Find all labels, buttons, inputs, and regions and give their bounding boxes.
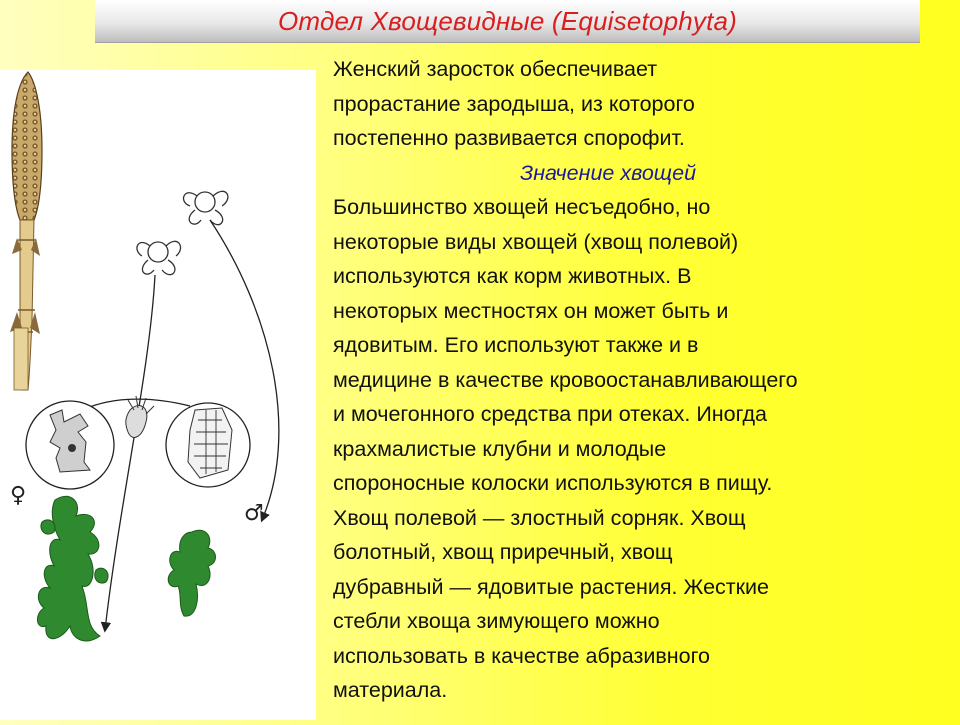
body-line: дубравный — ядовитые растения. Жесткие xyxy=(333,574,769,599)
female-symbol: ♀ xyxy=(10,483,27,508)
page-title: Отдел Хвощевидные (Equisetophyta) xyxy=(277,5,738,36)
body-line: некоторые виды хвощей (хвощ полевой) xyxy=(333,229,739,254)
life-cycle-diagram xyxy=(0,70,316,720)
body-line: спороносные колоски используются в пищу. xyxy=(333,471,773,495)
body-line: болотный, хвощ приречный, хвощ xyxy=(333,540,673,564)
body-line: Хвощ полевой — злостный сорняк. Хвощ xyxy=(333,505,746,530)
gametophyte-icon xyxy=(37,496,108,641)
body-line: ядовитым. Его используют также и в xyxy=(333,333,699,357)
body-line: стебли хвоща зимующего можно xyxy=(333,609,660,633)
body-line: медицине в качестве кровоостанавливающего xyxy=(333,367,798,392)
body-line: материала. xyxy=(333,678,448,702)
body-paragraph xyxy=(333,190,953,708)
intro-paragraph xyxy=(333,52,953,156)
life-cycle-figure xyxy=(0,70,316,720)
title-bar xyxy=(95,0,920,43)
male-gametophyte-icon xyxy=(168,530,215,616)
body-line: и мочегонного средства при отеках. Иногда xyxy=(333,402,768,426)
intro-line: Женский заросток обеспечивает xyxy=(333,57,658,81)
male-gametophyte-circle xyxy=(166,403,250,487)
main-text xyxy=(333,52,953,708)
female-gametophyte-circle xyxy=(26,401,114,489)
body-line: используются как корм животных. В xyxy=(333,264,692,288)
body-line: использовать в качестве абразивного xyxy=(333,643,710,668)
body-line: некоторых местностях он может быть и xyxy=(333,298,729,323)
intro-line: постепенно развивается спорофит. xyxy=(333,126,685,150)
spore-icon xyxy=(137,191,228,274)
body-line: крахмалистые клубни и молодые xyxy=(333,436,667,461)
section-subheading: Значение хвощей xyxy=(520,160,697,185)
male-symbol: ♂ xyxy=(244,501,264,526)
intro-line: прорастание зародыша, из которого xyxy=(333,91,695,116)
body-line: Большинство хвощей несъедобно, но xyxy=(333,195,711,219)
strobilus-icon xyxy=(10,72,42,390)
